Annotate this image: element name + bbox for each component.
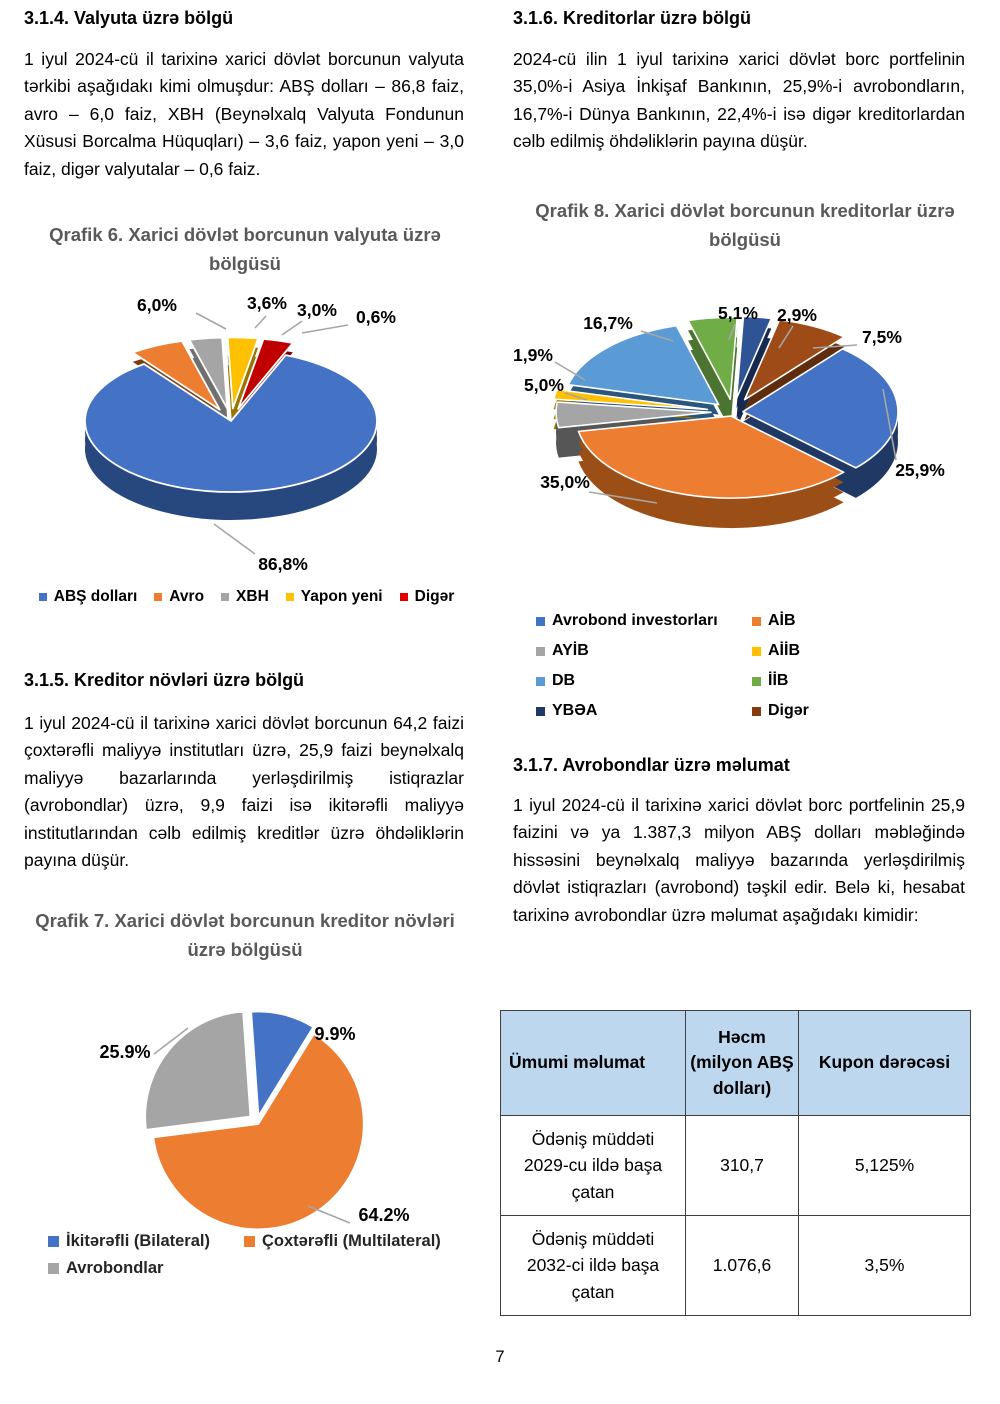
- table-cell-bond2-volume: 1.076,6: [686, 1216, 799, 1316]
- legend-swatch: [536, 707, 545, 716]
- legend-swatch: [48, 1263, 59, 1274]
- chart6-title: Qrafik 6. Xarici dövlət borcunun valyuta üzrə bölgüsü: [49, 224, 441, 274]
- pie-data-label: 5,1%: [718, 303, 758, 323]
- legend-swatch: [154, 593, 162, 601]
- legend-item: [752, 672, 809, 690]
- pie-data-label: 25.9%: [99, 1042, 151, 1062]
- legend-swatch: [752, 617, 761, 626]
- legend-item: [154, 588, 204, 606]
- table-cell-bond2-name: Ödəniş müddəti 2032-ci ildə başa çatan: [501, 1216, 686, 1316]
- legend-label: AYİB: [552, 642, 589, 659]
- chart6-legend: [24, 588, 469, 606]
- legend-swatch: [752, 677, 761, 686]
- heading-3-1-5: 3.1.5. Kreditor növləri üzrə bölgü: [24, 670, 305, 690]
- legend-swatch: [48, 1236, 59, 1247]
- legend-label: Yapon yeni: [300, 588, 383, 605]
- pie-data-label: 3,6%: [247, 293, 287, 313]
- legend-label: Digər: [768, 702, 809, 719]
- chart7-title: Qrafik 7. Xarici dövlət borcunun kreditor növləri üzrə bölgüsü: [35, 910, 455, 960]
- pie-data-label: 3,0%: [297, 300, 337, 320]
- table-header-hecm: Həcm (milyon ABŞ dolları): [686, 1011, 799, 1116]
- page-number: 7: [495, 1348, 505, 1366]
- legend-item: [536, 642, 752, 660]
- legend-label: YBƏA: [552, 702, 598, 719]
- legend-label: DB: [552, 672, 576, 689]
- avrobond-table: [500, 1010, 971, 1316]
- legend-label: Avrobondlar: [66, 1259, 164, 1277]
- legend-label: Avro: [169, 588, 205, 605]
- legend-label: Çoxtərəfli (Multilateral): [262, 1232, 441, 1250]
- pie-data-label: 5,0%: [524, 375, 564, 395]
- legend-label: Avrobond investorları: [552, 612, 718, 629]
- legend-item: [752, 702, 809, 720]
- legend-label: AİİB: [768, 642, 800, 659]
- table-cell-bond1-name: Ödəniş müddəti 2029-cu ildə başa çatan: [501, 1116, 686, 1216]
- paragraph-3-1-4: 1 iyul 2024-cü il tarixinə xarici dövlət borcunun valyuta tərkibi aşağıdakı kimi olmuşdur: ABŞ dolları – 86,8 faiz, avro – 6,0 faiz, XBH (Beynəlxalq Valyuta Fondunun Xüsusi Borcalma Hüquqları) – 3,6 faiz, yapon yeni – 3,0 faiz, digər valyutalar – 0,6 faiz.: [24, 49, 464, 179]
- legend-item: [752, 642, 809, 660]
- pie-data-label: 6,0%: [137, 295, 177, 315]
- heading-3-1-4: 3.1.4. Valyuta üzrə bölgü: [24, 8, 234, 28]
- pie-data-label: 0,6%: [356, 307, 396, 327]
- table-header-umumi: Ümumi məlumat: [501, 1011, 686, 1116]
- leader-line: [302, 325, 348, 333]
- pie-data-label: 86,8%: [258, 554, 308, 574]
- paragraph-3-1-6: 2024-cü ilin 1 iyul tarixinə xarici dövlət borc portfelinin 35,0%-i Asiya İnkişaf Bankının, 25,9%-i avrobondların, 16,7%-i Dünya Bankının, 22,4%-i isə digər kreditorlardan cəlb edilmiş öhdəliklərin payına düşür.: [513, 49, 965, 152]
- pie-data-label: 1,9%: [513, 345, 553, 365]
- leader-line: [214, 524, 255, 554]
- heading-3-1-7: 3.1.7. Avrobondlar üzrə məlumat: [513, 755, 790, 775]
- chart8-legend: [536, 612, 809, 720]
- legend-item: [221, 588, 269, 606]
- pie-data-label: 35,0%: [540, 472, 590, 492]
- paragraph-3-1-5: 1 iyul 2024-cü il tarixinə xarici dövlət borcunun 64,2 faizi çoxtərəfli maliyyə institutları üzrə, 25,9 faizi beynəlxalq maliyyə bazarlarında yerləşdirilmiş istiqrazlar (avrobondlar) üzrə, 9,9 faizi isə ikitərəfli maliyyə institutlarından cəlb edilmiş kreditlər üzrə öhdəliklərin payına düşür.: [24, 713, 464, 871]
- chart8-pie-kreditorlar: [505, 262, 1000, 562]
- legend-swatch: [536, 677, 545, 686]
- legend-item: [536, 702, 752, 720]
- legend-swatch: [536, 647, 545, 656]
- table-header-kupon: Kupon dərəcəsi: [799, 1011, 971, 1116]
- legend-item: [536, 612, 752, 630]
- chart6-pie-valyuta: [30, 283, 475, 603]
- paragraph-3-1-7: 1 iyul 2024-cü il tarixinə xarici dövlət borc portfelinin 25,9 faizini və ya 1.387,3 milyon ABŞ dolları məbləğində hissəsini beynəlxalq maliyyə bazarında yerləşdirilmiş dövlət istiqrazları (avrobond) təşkil edir. Belə ki, hesabat tarixinə avrobondlar üzrə məlumat aşağıdakı kimidir:: [513, 795, 965, 925]
- legend-item: [48, 1259, 244, 1278]
- legend-swatch: [400, 593, 408, 601]
- legend-swatch: [286, 593, 294, 601]
- legend-swatch: [536, 617, 545, 626]
- pie-data-label: 16,7%: [583, 313, 633, 333]
- pie-data-label: 7,5%: [862, 327, 902, 347]
- table-header-row: [501, 1011, 971, 1116]
- legend-item: [244, 1232, 441, 1251]
- chart7-legend: [48, 1232, 441, 1278]
- table-cell-bond1-volume: 310,7: [686, 1116, 799, 1216]
- legend-item: [39, 588, 138, 606]
- table-cell-bond2-coupon: 3,5%: [799, 1216, 971, 1316]
- table-row: [501, 1216, 971, 1316]
- legend-label: Digər: [414, 588, 455, 605]
- leader-line: [255, 316, 266, 328]
- pie-data-label: 25,9%: [895, 460, 945, 480]
- leader-line: [196, 313, 226, 329]
- legend-label: İİB: [768, 672, 789, 689]
- legend-item: [752, 612, 809, 630]
- legend-label: İkitərəfli (Bilateral): [66, 1232, 210, 1250]
- table-row: [501, 1116, 971, 1216]
- legend-item: [48, 1232, 244, 1251]
- legend-swatch: [221, 593, 229, 601]
- legend-swatch: [752, 647, 761, 656]
- chart8-title: Qrafik 8. Xarici dövlət borcunun kreditorlar üzrə bölgüsü: [535, 200, 955, 250]
- heading-3-1-6: 3.1.6. Kreditorlar üzrə bölgü: [513, 8, 752, 28]
- legend-item: [400, 588, 455, 606]
- legend-label: AİB: [768, 612, 796, 629]
- legend-label: XBH: [236, 588, 269, 605]
- table-cell-bond1-coupon: 5,125%: [799, 1116, 971, 1216]
- legend-swatch: [752, 707, 761, 716]
- pie-slice: [145, 1011, 251, 1130]
- legend-swatch: [39, 593, 47, 601]
- leader-line: [282, 321, 302, 335]
- chart7-pie-kreditor-novleri: [30, 990, 475, 1232]
- legend-label: ABŞ dolları: [53, 588, 138, 605]
- legend-swatch: [244, 1236, 255, 1247]
- legend-item: [286, 588, 383, 606]
- legend-item: [536, 672, 752, 690]
- pie-data-label: 9.9%: [314, 1024, 356, 1044]
- pie-data-label: 64.2%: [358, 1205, 410, 1225]
- pie-data-label: 2,9%: [777, 305, 817, 325]
